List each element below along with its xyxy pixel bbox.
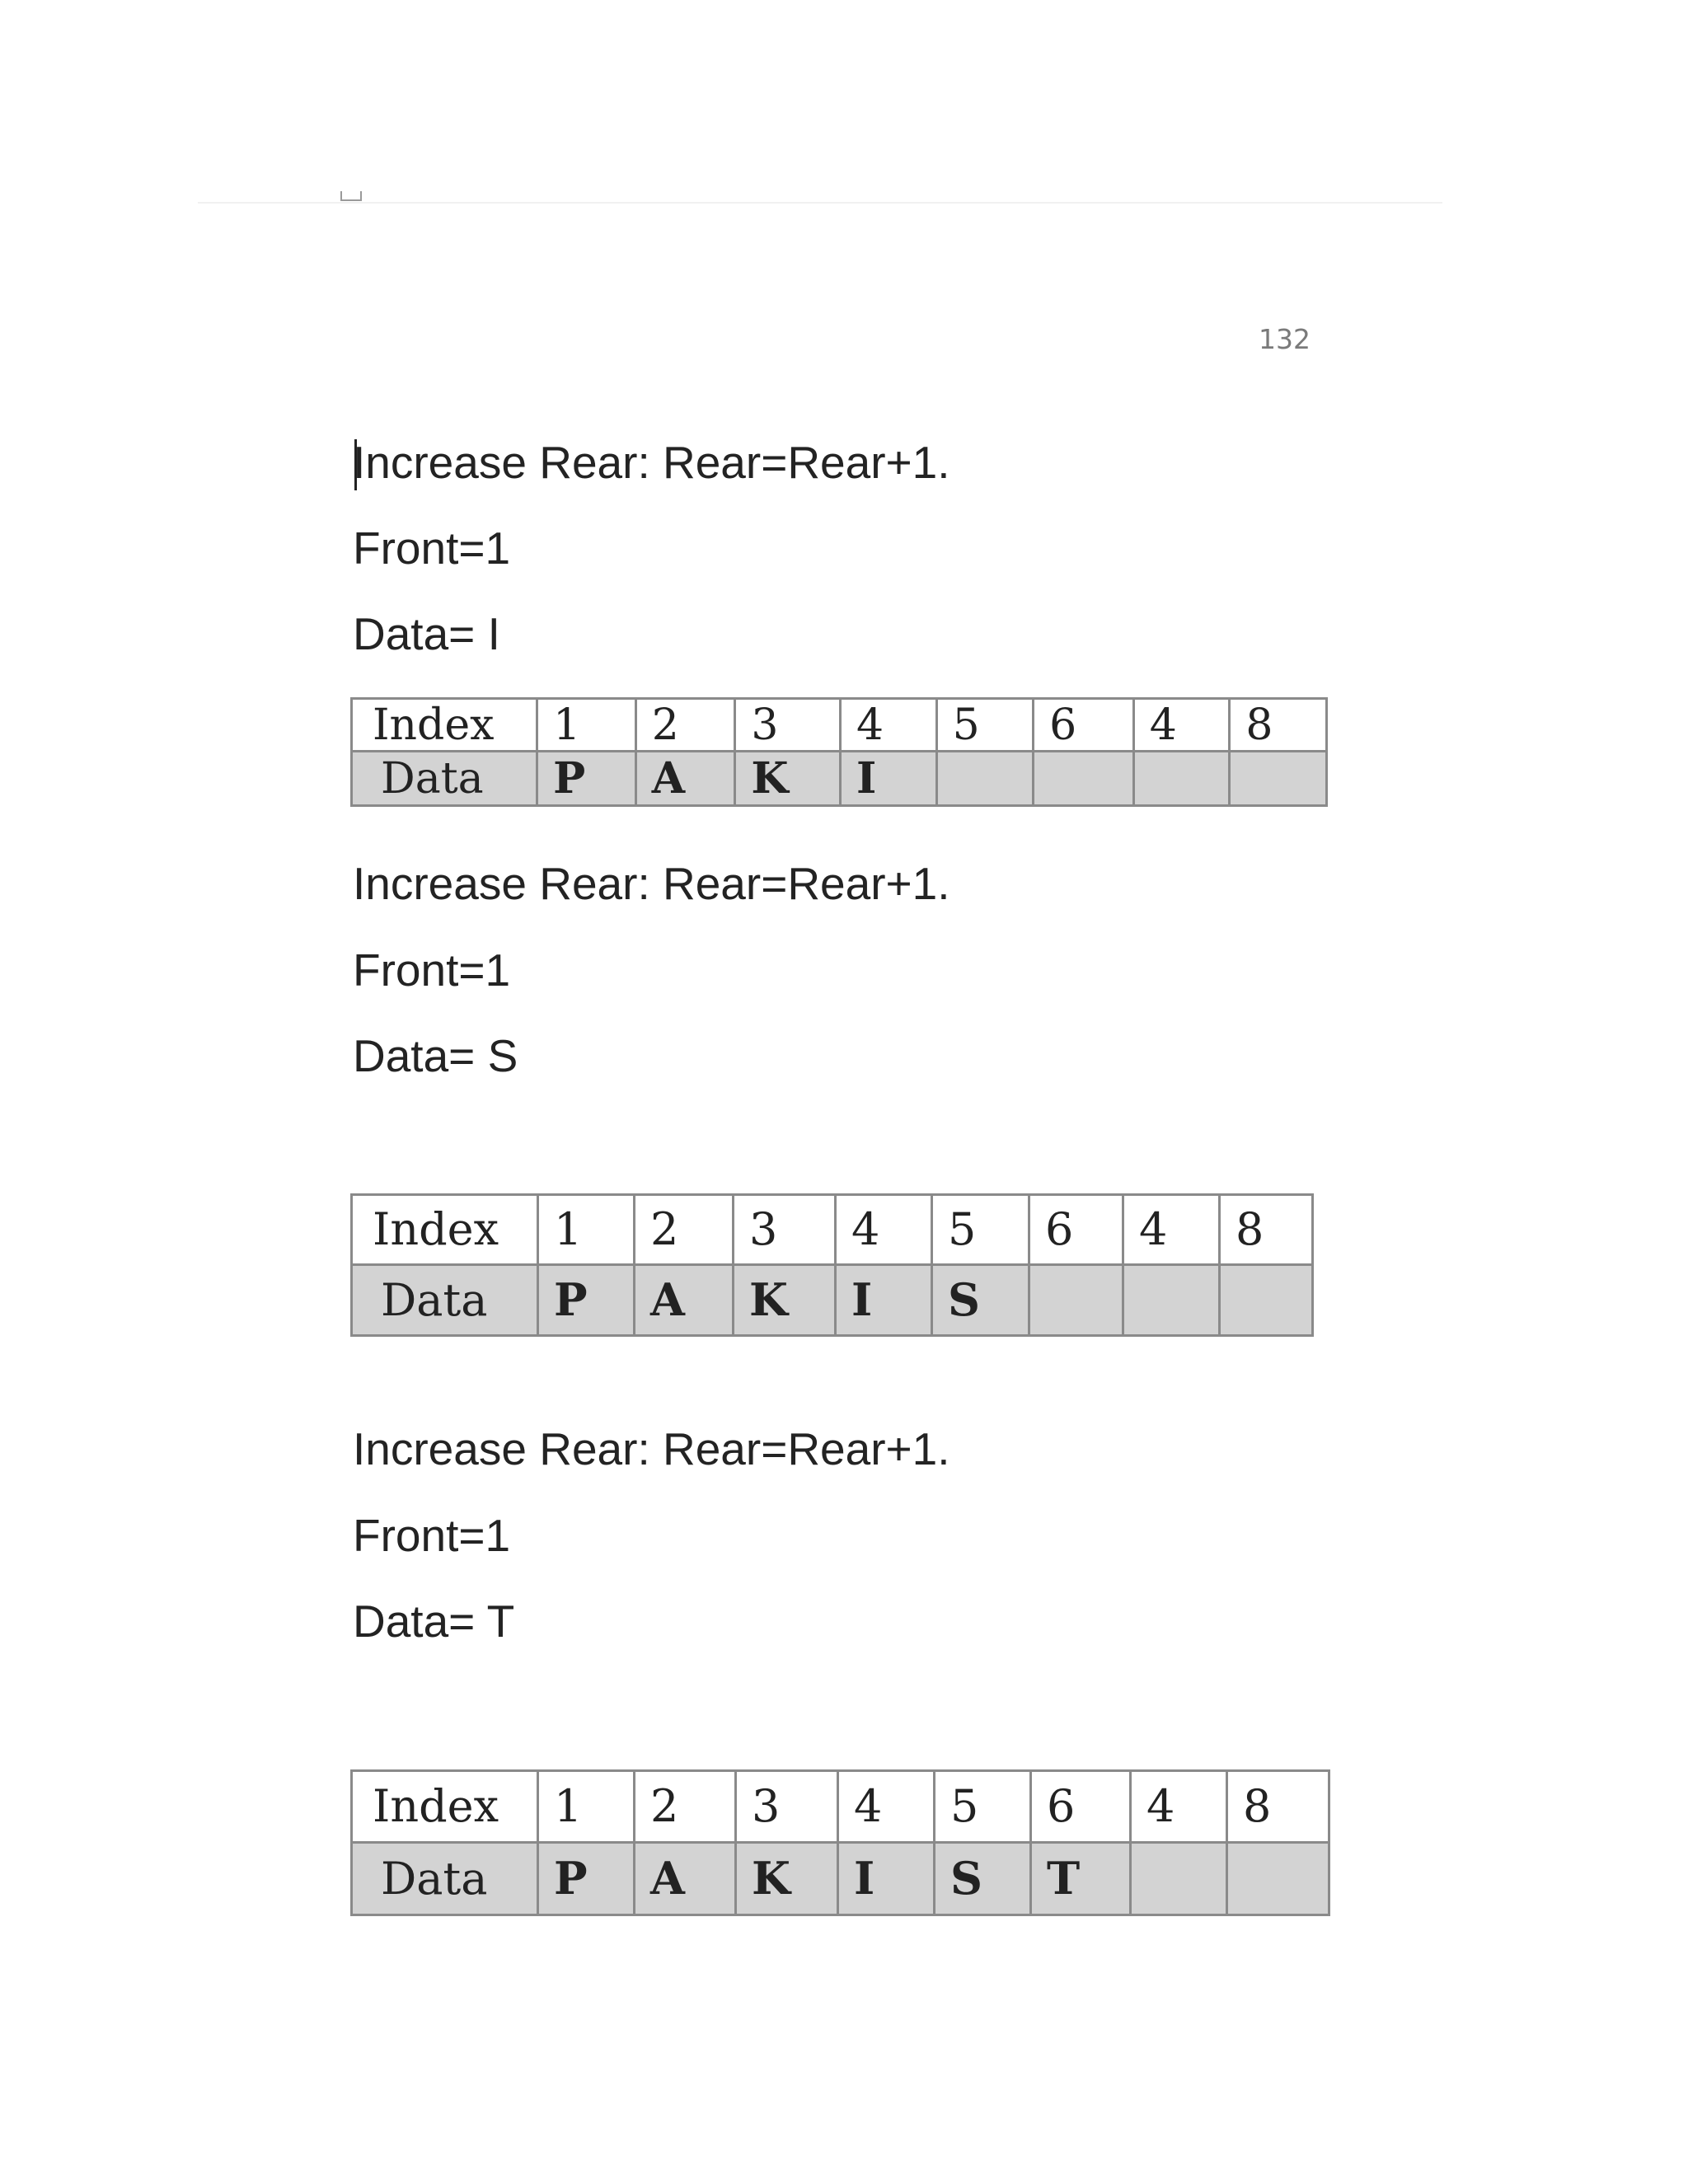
data-cell: A xyxy=(635,1842,736,1915)
index-cell: 2 xyxy=(635,1195,734,1265)
data-row xyxy=(352,752,1327,806)
index-cell: 8 xyxy=(1227,1771,1329,1843)
data-cell xyxy=(1029,1264,1123,1335)
index-cell: 6 xyxy=(1029,1195,1123,1265)
queue-table xyxy=(350,697,1328,807)
data-cell: S xyxy=(935,1842,1031,1915)
index-row xyxy=(352,699,1327,752)
data-cell xyxy=(1123,1264,1220,1335)
front-line: Front=1 xyxy=(353,944,511,996)
index-label: Index xyxy=(352,1771,538,1843)
data-cell: K xyxy=(734,1264,836,1335)
index-cell: 2 xyxy=(635,1771,736,1843)
index-cell: 1 xyxy=(537,699,636,752)
index-cell: 4 xyxy=(1131,1771,1227,1843)
index-label: Index xyxy=(352,699,537,752)
data-cell xyxy=(1131,1842,1227,1915)
data-label: Data xyxy=(352,1264,538,1335)
data-cell xyxy=(1230,752,1327,806)
data-cell: P xyxy=(538,1264,635,1335)
index-cell: 3 xyxy=(735,699,841,752)
data-line: Data= T xyxy=(353,1596,515,1647)
index-cell: 5 xyxy=(935,1771,1031,1843)
index-cell: 6 xyxy=(1031,1771,1131,1843)
data-cell: A xyxy=(635,1264,734,1335)
front-line: Front=1 xyxy=(353,523,511,574)
index-cell: 4 xyxy=(836,1195,932,1265)
index-cell: 5 xyxy=(936,699,1034,752)
data-cell: I xyxy=(836,1264,932,1335)
data-label: Data xyxy=(352,752,537,806)
data-cell xyxy=(1227,1842,1329,1915)
index-cell: 6 xyxy=(1034,699,1134,752)
header-rule xyxy=(198,202,1442,204)
step-line: Increase Rear: Rear=Rear+1. xyxy=(353,437,950,488)
data-cell xyxy=(1220,1264,1313,1335)
index-cell: 1 xyxy=(538,1195,635,1265)
data-row xyxy=(352,1842,1329,1915)
index-cell: 1 xyxy=(538,1771,635,1843)
index-row xyxy=(352,1195,1313,1265)
index-cell: 3 xyxy=(736,1771,838,1843)
data-row xyxy=(352,1264,1313,1335)
page-number: 132 xyxy=(1259,323,1311,355)
step-line: Increase Rear: Rear=Rear+1. xyxy=(353,1423,950,1474)
index-cell: 4 xyxy=(840,699,936,752)
index-row xyxy=(352,1771,1329,1843)
margin-corner-mark xyxy=(340,191,362,201)
data-cell: K xyxy=(736,1842,838,1915)
index-cell: 8 xyxy=(1230,699,1327,752)
step-line: Increase Rear: Rear=Rear+1. xyxy=(353,858,950,909)
data-line: Data= S xyxy=(353,1030,518,1081)
data-cell: I xyxy=(840,752,936,806)
index-cell: 3 xyxy=(734,1195,836,1265)
index-cell: 8 xyxy=(1220,1195,1313,1265)
data-cell: K xyxy=(735,752,841,806)
queue-table xyxy=(350,1769,1330,1916)
data-cell: T xyxy=(1031,1842,1131,1915)
data-label: Data xyxy=(352,1842,538,1915)
data-line: Data= I xyxy=(353,608,500,659)
front-line: Front=1 xyxy=(353,1510,511,1561)
data-cell: I xyxy=(838,1842,935,1915)
data-cell: S xyxy=(932,1264,1029,1335)
index-cell: 5 xyxy=(932,1195,1029,1265)
data-cell xyxy=(1034,752,1134,806)
index-cell: 4 xyxy=(1133,699,1230,752)
data-cell xyxy=(1133,752,1230,806)
index-cell: 4 xyxy=(1123,1195,1220,1265)
index-cell: 2 xyxy=(635,699,735,752)
data-cell: P xyxy=(537,752,636,806)
index-label: Index xyxy=(352,1195,538,1265)
queue-table xyxy=(350,1193,1314,1337)
data-cell: P xyxy=(538,1842,635,1915)
index-cell: 4 xyxy=(838,1771,935,1843)
data-cell xyxy=(936,752,1034,806)
data-cell: A xyxy=(635,752,735,806)
